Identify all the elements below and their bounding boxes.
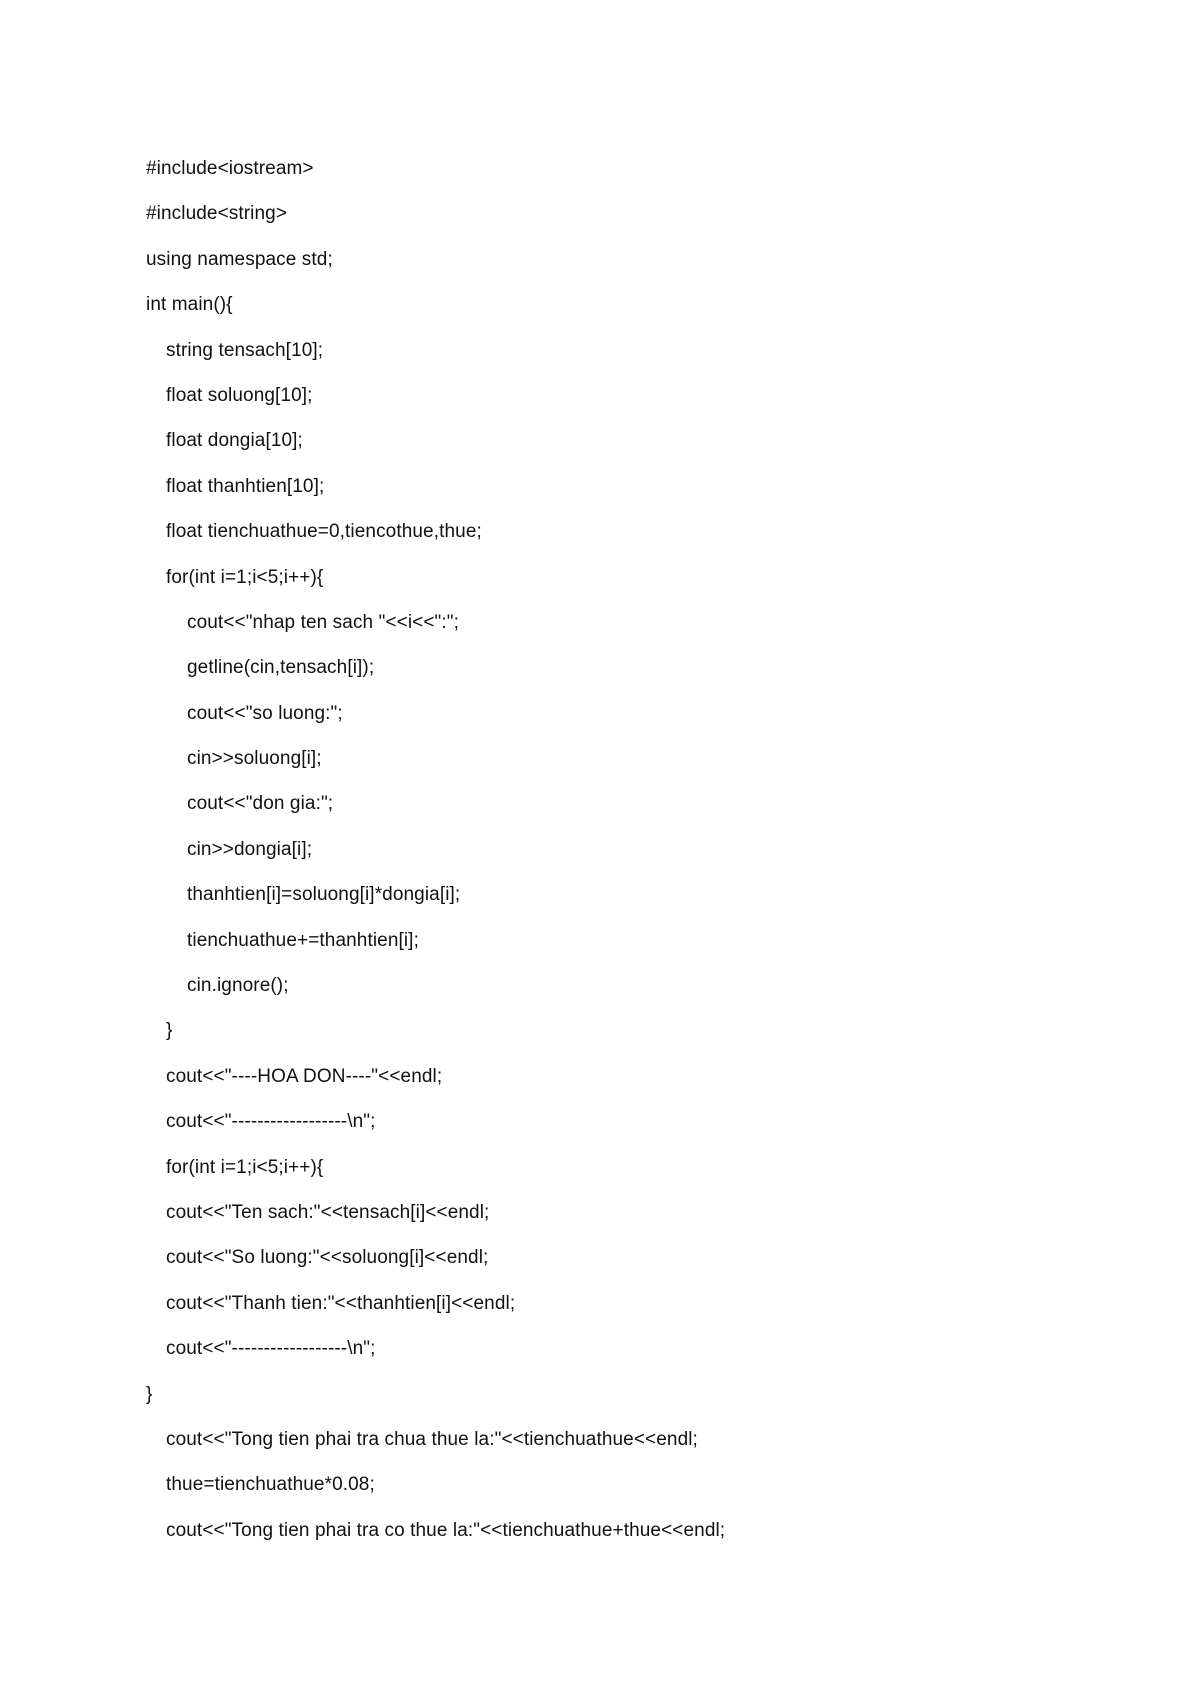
code-line: cin>>dongia[i];: [187, 838, 313, 860]
code-line: float tienchuathue=0,tiencothue,thue;: [166, 521, 482, 543]
code-listing: [146, 146, 725, 1553]
code-line: cout<<"------------------\n";: [166, 1111, 376, 1133]
code-line: cout<<"don gia:";: [187, 793, 334, 815]
code-line: cout<<"nhap ten sach "<<i<<":";: [187, 611, 459, 633]
code-line: cout<<"----HOA DON----"<<endl;: [166, 1065, 443, 1087]
code-line: #include<iostream>: [146, 158, 314, 179]
code-line: cout<<"Ten sach:"<<tensach[i]<<endl;: [166, 1201, 490, 1223]
code-line: cin>>soluong[i];: [187, 748, 322, 770]
code-line: getline(cin,tensach[i]);: [187, 657, 375, 679]
code-line: float dongia[10];: [166, 430, 303, 452]
code-line: float thanhtien[10];: [166, 475, 325, 497]
code-line: thanhtien[i]=soluong[i]*dongia[i];: [187, 884, 461, 906]
code-line: cout<<"so luong:";: [187, 702, 343, 724]
code-line: }: [166, 1020, 173, 1042]
code-line: int main(){: [146, 294, 233, 316]
code-line: for(int i=1;i<5;i++){: [166, 1156, 324, 1178]
code-line: float soluong[10];: [166, 384, 313, 406]
code-line: cout<<"Tong tien phai tra chua thue la:"<<tienchuathue<<endl;: [166, 1428, 698, 1450]
code-line: cout<<"Thanh tien:"<<thanhtien[i]<<endl;: [166, 1292, 516, 1314]
code-line: cout<<"------------------\n";: [166, 1338, 376, 1360]
code-line: cout<<"So luong:"<<soluong[i]<<endl;: [166, 1247, 489, 1269]
code-line: string tensach[10];: [166, 339, 324, 361]
code-line: cin.ignore();: [187, 975, 289, 997]
code-line: using namespace std;: [146, 248, 333, 270]
code-line: tienchuathue+=thanhtien[i];: [187, 929, 419, 951]
code-line: thue=tienchuathue*0.08;: [166, 1474, 375, 1496]
code-line: }: [146, 1383, 153, 1405]
code-line: #include<string>: [146, 203, 288, 225]
code-line: for(int i=1;i<5;i++){: [166, 566, 324, 588]
code-line: cout<<"Tong tien phai tra co thue la:"<<tienchuathue+thue<<endl;: [166, 1519, 726, 1541]
